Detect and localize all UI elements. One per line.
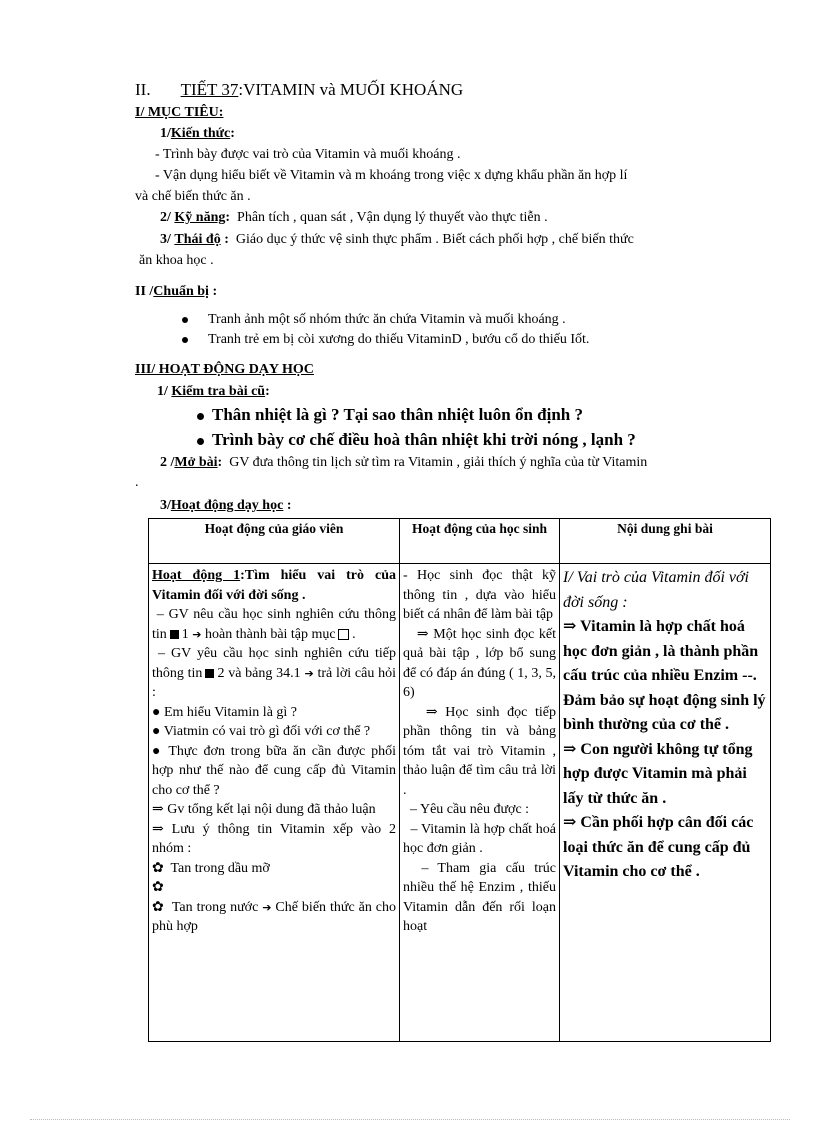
dash-icon: ⇒	[563, 814, 577, 831]
kien-thuc-line-3: và chế biến thức ăn .	[135, 189, 251, 204]
title-number: II.	[135, 80, 151, 99]
dash-icon: ⇒	[152, 821, 164, 837]
header-teacher: Hoạt động của giáo viên	[149, 519, 400, 564]
square-icon	[170, 630, 179, 639]
arrow-right-icon: ➔	[192, 627, 202, 641]
dash-icon: ⇒	[152, 802, 164, 817]
bullet-icon	[182, 317, 188, 323]
question-1: Thân nhiệt là gì ? Tại sao thân nhiệt luôn ổn định ?	[197, 404, 583, 426]
thai-do-line: 3/ Thái độ : Giáo dục ý thức vệ sinh thực phẩm . Biết cách phối hợp , chế biến thức	[160, 232, 634, 247]
kien-thuc-line-2: - Vận dụng hiểu biết về Vitamin và m khoáng trong việc x dựng khẩu phần ăn hợp lí	[155, 168, 628, 183]
mo-bai-dot: .	[135, 475, 139, 490]
kiem-tra-heading: 1/ Kiểm tra bài cũ:	[157, 384, 270, 399]
chuan-bi-item-1: Tranh ảnh một số nhóm thức ăn chứa Vitamin và muối khoáng .	[182, 311, 566, 329]
muc-tieu-heading: I/ MỤC TIÊU:	[135, 105, 224, 120]
activity-table	[148, 518, 771, 1042]
question-2: Trình bày cơ chế điều hoà thân nhiệt khi trời nóng , lạnh ?	[197, 429, 636, 451]
header-content: Nội dung ghi bài	[560, 519, 771, 564]
dash-icon: ⇒	[425, 704, 438, 720]
mo-bai-line: 2 /Mở bài: GV đưa thông tin lịch sử tìm ra Vitamin , giải thích ý nghĩa của từ Vitamin	[160, 455, 648, 470]
square-icon	[205, 669, 214, 678]
student-cell: - Học sinh đọc thật kỹ thông tin , dựa vào hiểu biết cá nhân để làm bài tập ⇒ Một học sinh đọc kết quả bài tập , lớp bổ sung để có đáp án đúng ( 1, 3, 5, 6) ⇒ Học sinh đọc tiếp phần thông tin và bảng tóm tắt vai trò Vitamin , thảo luận để tìm câu trả lời . – Yêu cầu nêu được : – Vitamin là hợp chất hoá học đơn giản . – Tham gia cấu trúc nhiều thế hệ Enzim , thiếu Vitamin dẫn đến rối loạn hoạt	[400, 564, 560, 1042]
page-bottom-divider	[30, 1119, 790, 1120]
bullet-icon: ●	[152, 724, 161, 739]
table-row	[149, 564, 771, 1042]
chuan-bi-heading: II /Chuẩn bị :	[135, 284, 218, 299]
bullet-icon	[197, 438, 204, 445]
bullet-icon: ●	[152, 704, 161, 720]
bullet-icon	[197, 413, 204, 420]
hoat-dong-heading: III/ HOẠT ĐỘNG DẠY HỌC	[135, 362, 314, 377]
teacher-cell: Hoạt động 1:Tìm hiểu vai trò của Vitamin đối với đời sống . – GV nêu cầu học sinh nghiên cứu thông tin 1 ➔ hoàn thành bài tập mục . – GV yêu cầu học sinh nghiên cứu tiếp thông tin 2 và bảng 34.1 ➔ trả lời câu hỏi : ● Em hiểu Vitamin là gì ? ● Viatmin có vai trò gì đối với cơ thể ? ● Thực đơn trong bữa ăn cần được phối hợp như thế nào để cung cấp đủ Vitamin cho cơ thể ? ⇒ Gv tổng kết lại nội dung đã thảo luận ⇒ Lưu ý thông tin Vitamin xếp vào 2 nhóm : ✿ Tan trong dầu mỡ ✿ ✿ Tan trong nước ➔ Chế biến thức ăn cho phù hợp	[149, 564, 400, 1042]
dash-icon: ⇒	[416, 626, 429, 642]
arrow-right-icon: ➔	[262, 900, 272, 914]
header-student: Hoạt động của học sinh	[400, 519, 560, 564]
table-header-row	[149, 519, 771, 564]
thai-do-line-2: ăn khoa học .	[139, 253, 214, 268]
flower-icon: ✿	[152, 899, 165, 915]
arrow-right-icon: ➔	[304, 666, 314, 680]
bullet-icon	[182, 337, 188, 343]
dash-icon: ⇒	[563, 618, 577, 635]
dash-icon: ⇒	[563, 740, 577, 758]
checkbox-icon	[338, 629, 349, 640]
kien-thuc-heading: 1/Kiến thức:	[160, 126, 235, 141]
content-cell: I/ Vai trò của Vitamin đối với đời sống : ⇒ Vitamin là hợp chất hoá học đơn giản , là thành phần cấu trúc của nhiều Enzim --. Đảm bảo sự hoạt động sinh lý bình thường của cơ thể . ⇒ Con người không tự tổng hợp được Vitamin mà phải lấy từ thức ăn . ⇒ Cần phối hợp cân đối các loại thức ăn để cung cấp đủ Vitamin cho cơ thể .	[560, 564, 771, 1042]
lesson-title	[135, 80, 463, 100]
bullet-icon: ●	[152, 743, 163, 759]
flower-icon: ✿	[152, 860, 164, 876]
title-text: :VITAMIN và MUỐI KHOÁNG	[238, 80, 464, 99]
hd-day-hoc-heading: 3/Hoạt động dạy học :	[160, 498, 292, 513]
kien-thuc-line-1: - Trình bày được vai trò của Vitamin và muối khoáng .	[155, 147, 461, 162]
title-lesson-number: TIẾT 37	[180, 80, 239, 99]
ky-nang-line: 2/ Kỹ năng: Phân tích , quan sát , Vận dụng lý thuyết vào thực tiễn .	[160, 210, 548, 225]
chuan-bi-item-2: Tranh trẻ em bị còi xương do thiếu VitaminD , bướu cổ do thiếu Iốt.	[182, 331, 589, 349]
flower-icon: ✿	[152, 880, 164, 895]
